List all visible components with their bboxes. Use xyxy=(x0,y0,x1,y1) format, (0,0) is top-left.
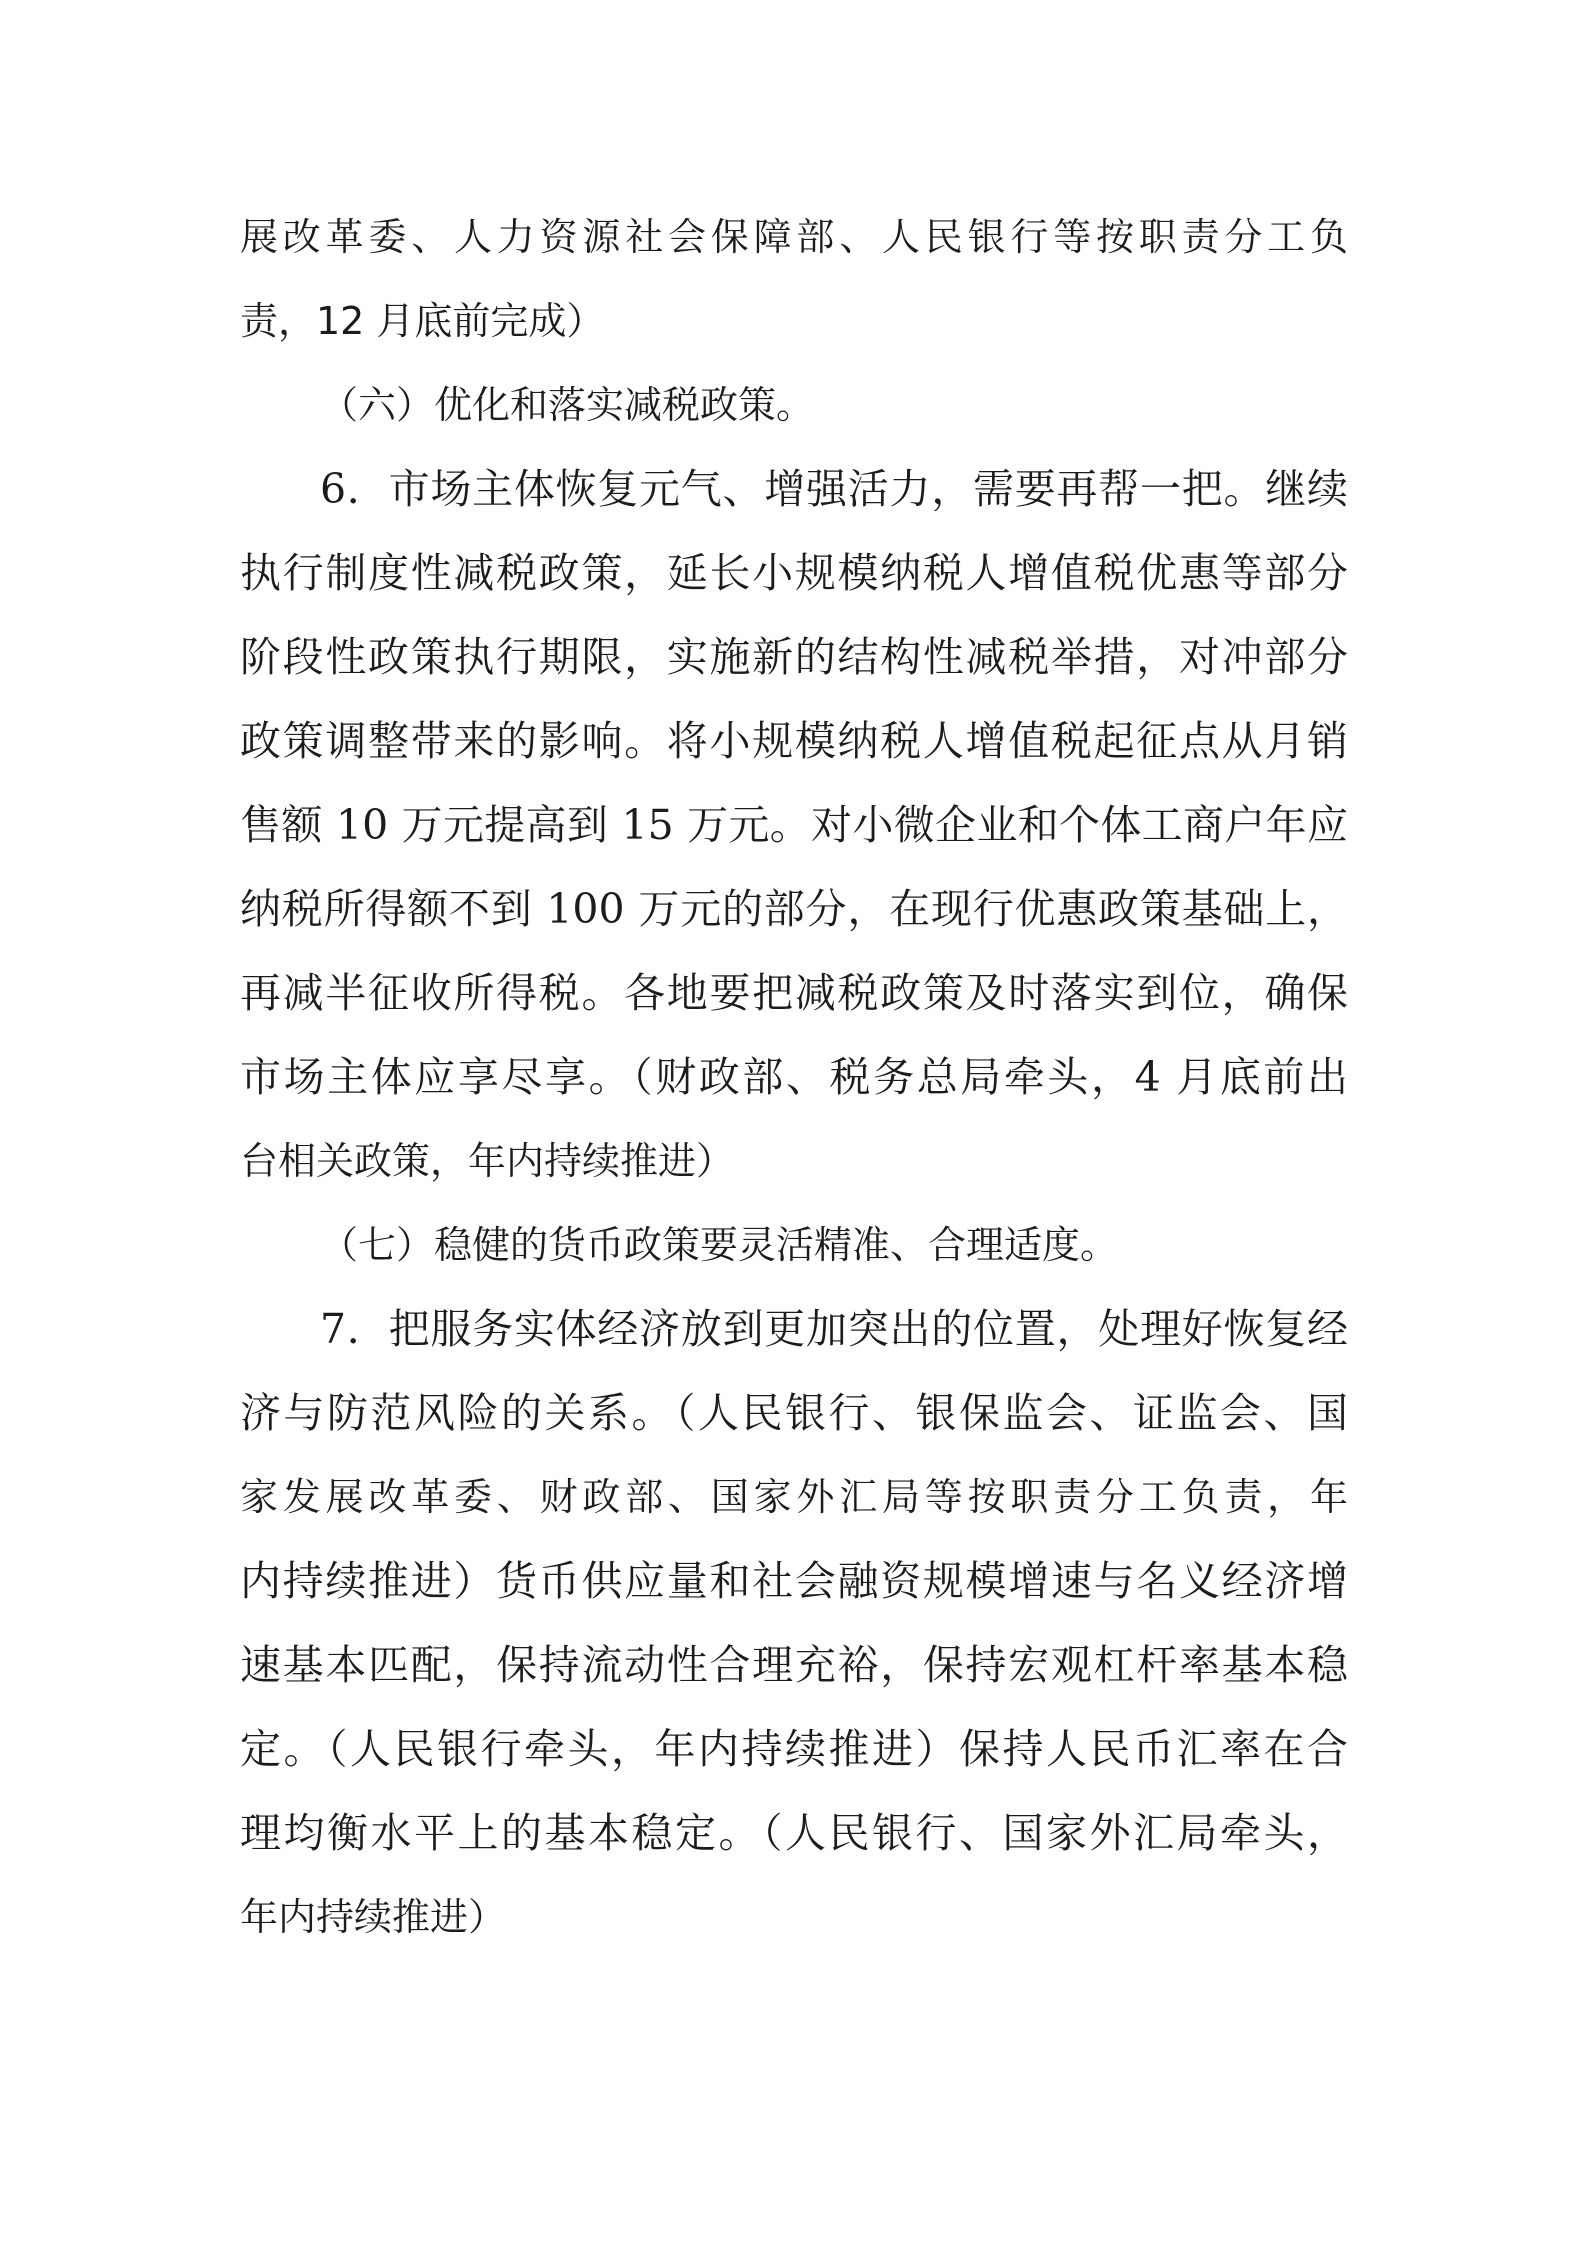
text-line: 再减半征收所得税。各地要把减税政策及时落实到位，确保 xyxy=(240,969,1348,1017)
document-body xyxy=(240,195,1348,1959)
text-line: 台相关政策，年内持续推进） xyxy=(240,1139,735,1183)
text-line: 家发展改革委、财政部、国家外汇局等按职责分工负责，年 xyxy=(240,1475,1348,1519)
text-line: 理均衡水平上的基本稳定。（人民银行、国家外汇局牵头， xyxy=(240,1809,1348,1857)
text-line: 政策调整带来的影响。将小规模纳税人增值税起征点从月销 xyxy=(240,717,1348,765)
section-heading: （七）稳健的货币政策要灵活精准、合理适度。 xyxy=(320,1223,1119,1267)
text-line: 定。（人民银行牵头，年内持续推进）保持人民币汇率在合 xyxy=(240,1725,1348,1773)
paragraph-first-line: 6．市场主体恢复元气、增强活力，需要再帮一把。继续 xyxy=(320,465,1348,513)
text-line: 内持续推进）货币供应量和社会融资规模增速与名义经济增 xyxy=(240,1557,1348,1605)
text-line: 售额 10 万元提高到 15 万元。对小微企业和个体工商户年应 xyxy=(240,801,1348,849)
text-line: 责，12 月底前完成） xyxy=(240,299,605,343)
text-line: 展改革委、人力资源社会保障部、人民银行等按职责分工负 xyxy=(240,215,1348,259)
text-line: 速基本匹配，保持流动性合理充裕，保持宏观杠杆率基本稳 xyxy=(240,1641,1348,1689)
text-line: 市场主体应享尽享。（财政部、税务总局牵头，4 月底前出 xyxy=(240,1053,1348,1101)
text-line: 执行制度性减税政策，延长小规模纳税人增值税优惠等部分 xyxy=(240,549,1348,597)
text-line: 济与防范风险的关系。（人民银行、银保监会、证监会、国 xyxy=(240,1389,1348,1437)
text-line: 年内持续推进） xyxy=(240,1895,507,1939)
text-line: 纳税所得额不到 100 万元的部分，在现行优惠政策基础上， xyxy=(240,885,1348,933)
section-heading: （六）优化和落实减税政策。 xyxy=(320,383,815,427)
paragraph-first-line: 7．把服务实体经济放到更加突出的位置，处理好恢复经 xyxy=(320,1305,1348,1353)
text-line: 阶段性政策执行期限，实施新的结构性减税举措，对冲部分 xyxy=(240,633,1348,681)
